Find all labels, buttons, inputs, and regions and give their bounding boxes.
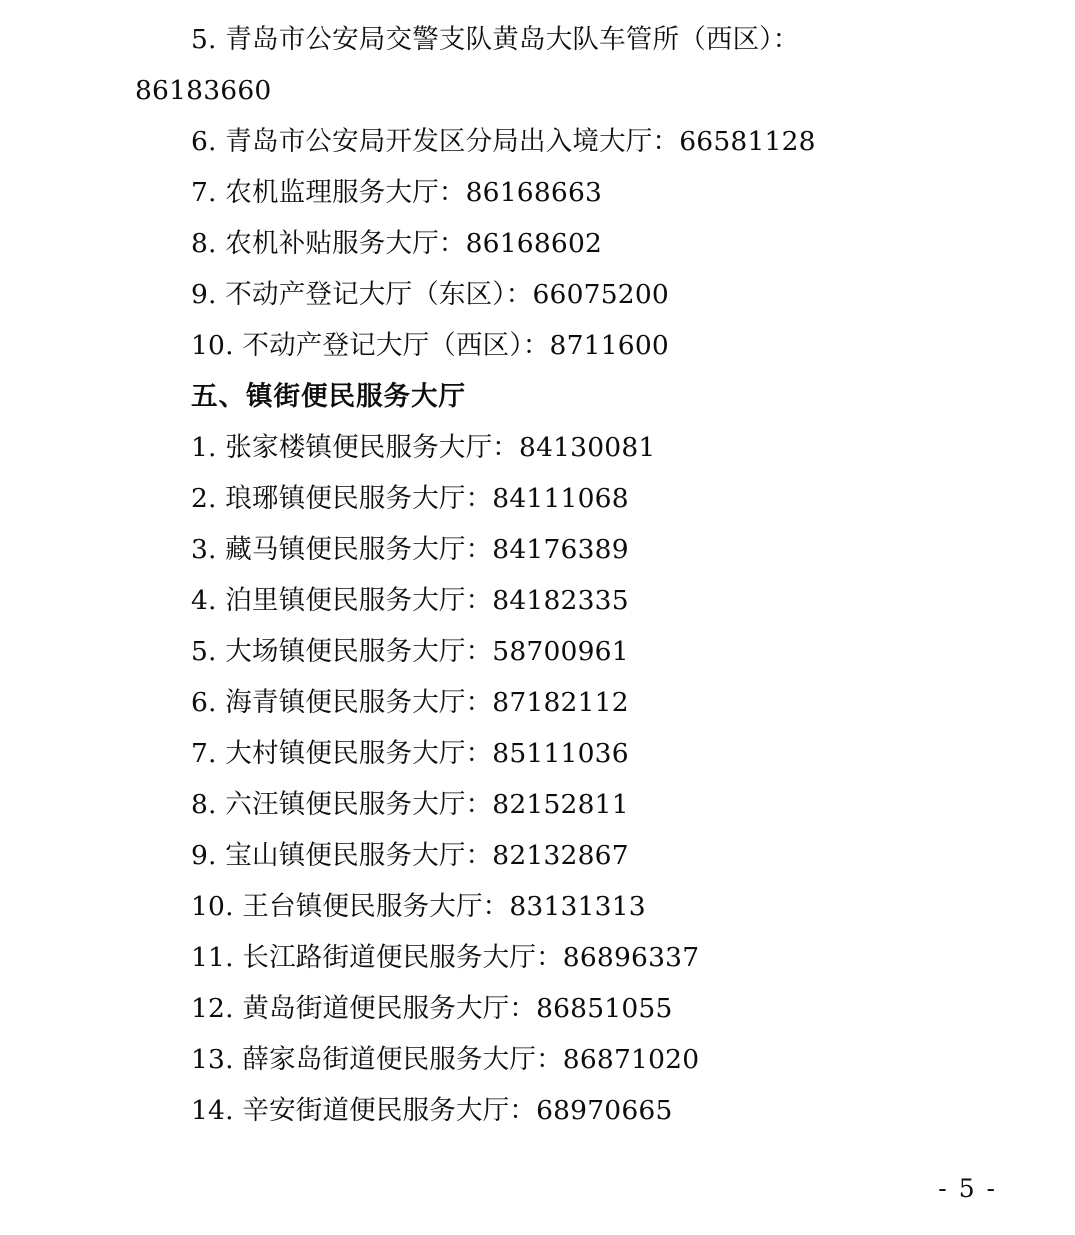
list-item: 8. 六汪镇便民服务大厅：82152811 [191, 789, 629, 820]
list-item: 3. 藏马镇便民服务大厅：84176389 [191, 534, 629, 565]
list-item: 12. 黄岛街道便民服务大厅：86851055 [191, 993, 673, 1024]
list-item: 2. 琅琊镇便民服务大厅：84111068 [191, 483, 629, 514]
list-item: 10. 不动产登记大厅（西区）：8711600 [191, 330, 669, 361]
list-item: 1. 张家楼镇便民服务大厅：84130081 [191, 432, 656, 463]
list-item: 7. 大村镇便民服务大厅：85111036 [191, 738, 629, 769]
list-item: 14. 辛安街道便民服务大厅：68970665 [191, 1095, 673, 1126]
list-item: 8. 农机补贴服务大厅：86168602 [191, 228, 603, 259]
list-item: 6. 海青镇便民服务大厅：87182112 [191, 687, 629, 718]
list-item-continuation: 86183660 [135, 75, 272, 106]
list-item: 7. 农机监理服务大厅：86168663 [191, 177, 603, 208]
page-number: - 5 - [938, 1174, 997, 1203]
list-item: 10. 王台镇便民服务大厅：83131313 [191, 891, 646, 922]
list-item: 13. 薛家岛街道便民服务大厅：86871020 [191, 1044, 700, 1075]
list-item: 9. 不动产登记大厅（东区）：66075200 [191, 279, 669, 310]
list-item: 6. 青岛市公安局开发区分局出入境大厅：66581128 [191, 126, 816, 157]
list-item: 9. 宝山镇便民服务大厅：82132867 [191, 840, 629, 871]
list-item: 4. 泊里镇便民服务大厅：84182335 [191, 585, 629, 616]
list-item: 11. 长江路街道便民服务大厅：86896337 [191, 942, 700, 973]
list-item: 5. 青岛市公安局交警支队黄岛大队车管所（西区）： [191, 24, 800, 55]
section-heading: 五、镇街便民服务大厅 [191, 381, 466, 412]
list-item: 5. 大场镇便民服务大厅：58700961 [191, 636, 629, 667]
